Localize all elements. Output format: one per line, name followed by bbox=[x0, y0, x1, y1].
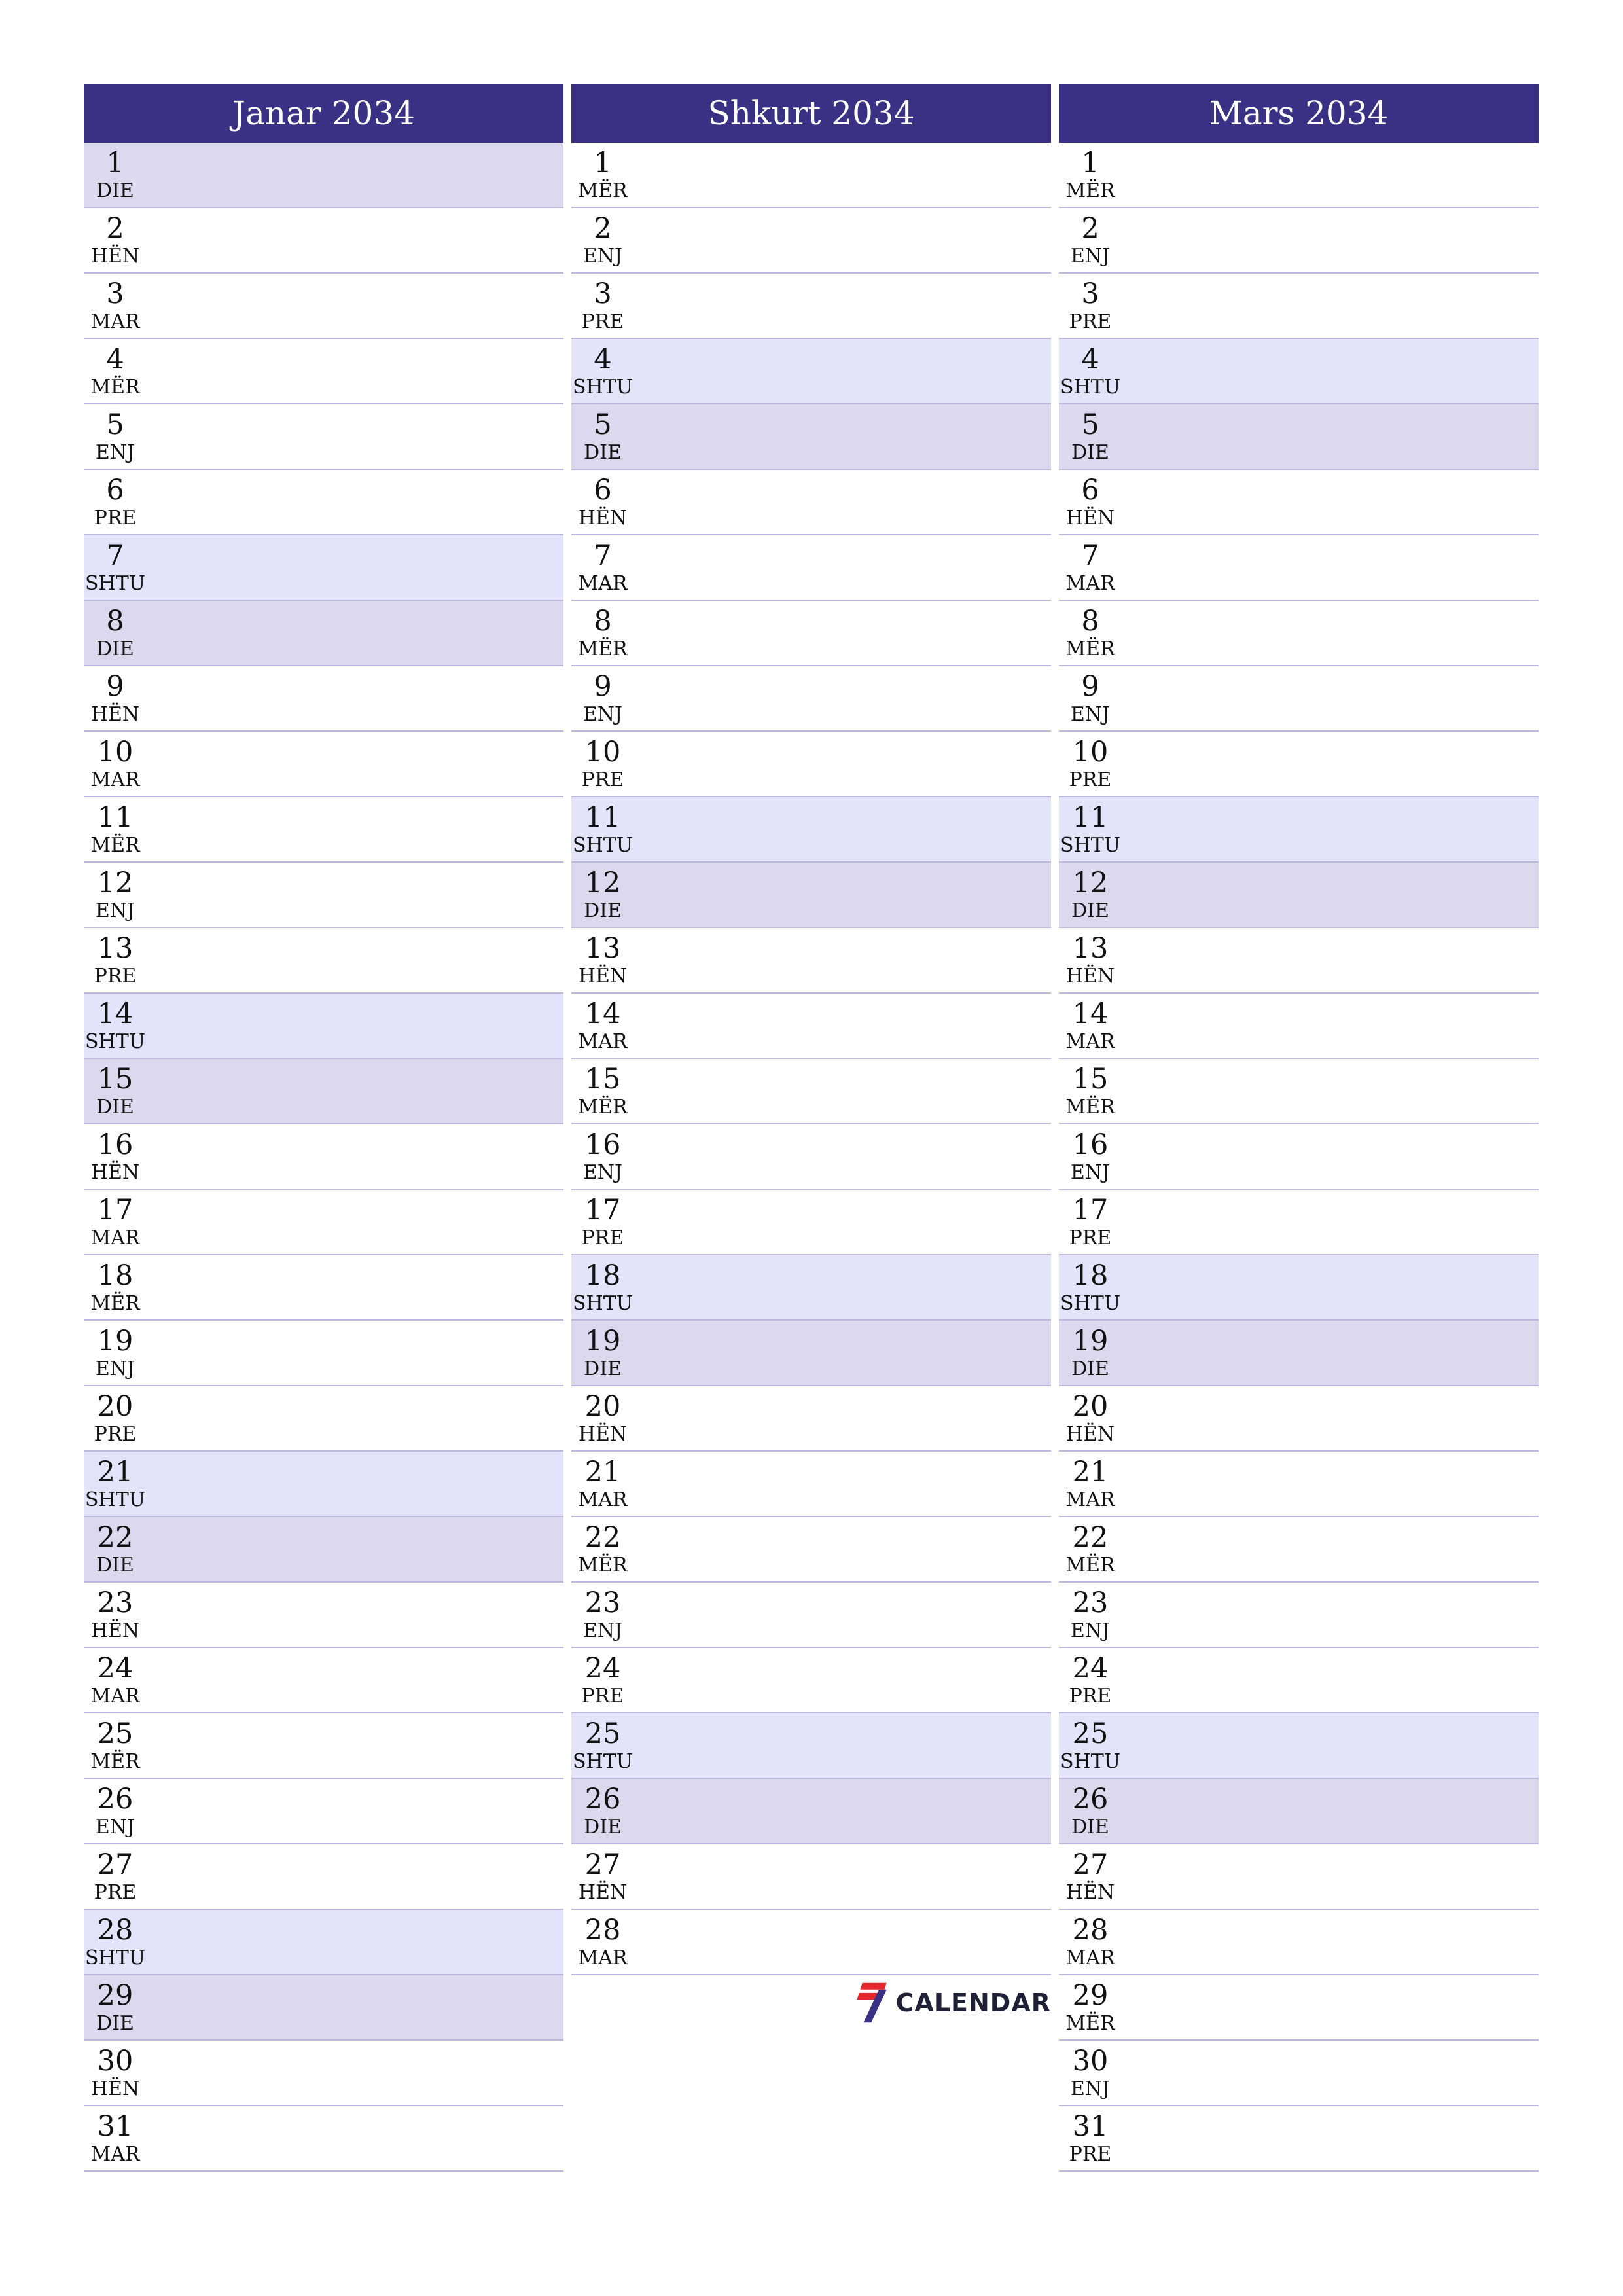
day-name: DIE bbox=[1071, 441, 1109, 464]
day-row bbox=[1059, 666, 1539, 732]
day-name: ENJ bbox=[1070, 1619, 1111, 1642]
day-number: 23 bbox=[97, 1587, 134, 1619]
day-name: DIE bbox=[584, 441, 622, 464]
day-row bbox=[571, 1255, 1051, 1321]
day-name: MAR bbox=[90, 768, 140, 791]
day-number: 9 bbox=[594, 670, 612, 703]
day-name: HËN bbox=[1065, 507, 1115, 529]
day-number: 14 bbox=[584, 997, 621, 1030]
day-number: 25 bbox=[97, 1717, 134, 1750]
day-name: PRE bbox=[1069, 768, 1112, 791]
day-number: 26 bbox=[1072, 1783, 1109, 1816]
day-number: 11 bbox=[97, 801, 134, 834]
day-name: ENJ bbox=[1070, 703, 1111, 726]
day-name: ENJ bbox=[1070, 2077, 1111, 2100]
day-number: 20 bbox=[97, 1390, 134, 1423]
day-number: 26 bbox=[584, 1783, 621, 1816]
day-row bbox=[84, 535, 563, 601]
day-number: 24 bbox=[97, 1652, 134, 1685]
day-row bbox=[571, 1844, 1051, 1910]
day-number: 19 bbox=[97, 1325, 134, 1357]
month-header: Mars 2034 bbox=[1059, 84, 1539, 143]
day-name: MËR bbox=[90, 1750, 140, 1773]
day-row bbox=[1059, 1975, 1539, 2041]
day-row bbox=[84, 274, 563, 339]
day-number: 19 bbox=[1072, 1325, 1109, 1357]
day-number: 1 bbox=[1081, 147, 1099, 179]
day-row bbox=[1059, 274, 1539, 339]
day-row bbox=[571, 1321, 1051, 1386]
day-row bbox=[1059, 928, 1539, 994]
day-row bbox=[571, 732, 1051, 797]
day-row bbox=[1059, 1844, 1539, 1910]
day-row bbox=[1059, 732, 1539, 797]
day-row bbox=[84, 666, 563, 732]
day-row bbox=[571, 1910, 1051, 1975]
day-name: HËN bbox=[90, 245, 140, 268]
brand-logo bbox=[855, 1978, 1051, 2028]
day-number: 13 bbox=[97, 932, 134, 965]
day-name: SHTU bbox=[572, 1292, 633, 1315]
day-name: MËR bbox=[1065, 637, 1115, 660]
day-name: DIE bbox=[96, 1554, 134, 1577]
day-row bbox=[571, 1386, 1051, 1452]
day-name: PRE bbox=[94, 1423, 137, 1446]
day-number: 16 bbox=[97, 1128, 134, 1161]
day-name: SHTU bbox=[572, 1750, 633, 1773]
day-name: SHTU bbox=[1060, 1750, 1120, 1773]
day-row bbox=[84, 797, 563, 863]
day-row bbox=[571, 535, 1051, 601]
day-number: 24 bbox=[1072, 1652, 1109, 1685]
day-row bbox=[1059, 1190, 1539, 1255]
day-number: 24 bbox=[584, 1652, 621, 1685]
day-name: DIE bbox=[96, 179, 134, 202]
day-number: 30 bbox=[97, 2045, 134, 2077]
day-number: 5 bbox=[106, 408, 124, 441]
day-name: ENJ bbox=[582, 703, 623, 726]
day-name: MAR bbox=[1065, 572, 1115, 595]
day-row bbox=[571, 208, 1051, 274]
day-number: 23 bbox=[1072, 1587, 1109, 1619]
day-number: 27 bbox=[1072, 1848, 1109, 1881]
day-number: 4 bbox=[594, 343, 612, 376]
month-column-january bbox=[84, 84, 563, 2172]
month-column-march bbox=[1059, 84, 1539, 2172]
day-row bbox=[1059, 1452, 1539, 1517]
day-name: PRE bbox=[1069, 310, 1112, 333]
logo-text: CALENDAR bbox=[895, 1988, 1051, 2017]
day-number: 21 bbox=[1072, 1456, 1109, 1488]
day-number: 11 bbox=[1072, 801, 1109, 834]
day-row bbox=[571, 1124, 1051, 1190]
day-number: 7 bbox=[1081, 539, 1099, 572]
day-row bbox=[571, 666, 1051, 732]
day-number: 4 bbox=[106, 343, 124, 376]
day-row bbox=[571, 470, 1051, 535]
day-row bbox=[1059, 1386, 1539, 1452]
day-row bbox=[1059, 797, 1539, 863]
day-number: 3 bbox=[106, 278, 124, 310]
day-number: 15 bbox=[1072, 1063, 1109, 1096]
day-number: 29 bbox=[1072, 1979, 1109, 2012]
day-name: SHTU bbox=[84, 572, 145, 595]
day-name: ENJ bbox=[95, 1816, 135, 1839]
day-row bbox=[84, 1321, 563, 1386]
day-name: MAR bbox=[578, 1030, 628, 1053]
day-name: PRE bbox=[581, 768, 624, 791]
day-row bbox=[1059, 1255, 1539, 1321]
day-row bbox=[571, 863, 1051, 928]
day-row bbox=[1059, 1321, 1539, 1386]
day-number: 14 bbox=[97, 997, 134, 1030]
day-row bbox=[1059, 1124, 1539, 1190]
day-number: 8 bbox=[594, 605, 612, 637]
day-row bbox=[571, 1452, 1051, 1517]
day-name: SHTU bbox=[1060, 834, 1120, 857]
day-name: PRE bbox=[1069, 1685, 1112, 1708]
day-row bbox=[1059, 994, 1539, 1059]
day-number: 16 bbox=[584, 1128, 621, 1161]
day-number: 9 bbox=[1081, 670, 1099, 703]
day-name: MAR bbox=[90, 1227, 140, 1249]
day-name: SHTU bbox=[1060, 376, 1120, 399]
day-number: 30 bbox=[1072, 2045, 1109, 2077]
day-name: HËN bbox=[90, 2077, 140, 2100]
day-name: HËN bbox=[578, 1423, 628, 1446]
day-name: MËR bbox=[1065, 2012, 1115, 2035]
day-number: 18 bbox=[97, 1259, 134, 1292]
day-number: 15 bbox=[584, 1063, 621, 1096]
day-name: HËN bbox=[578, 507, 628, 529]
day-row bbox=[571, 339, 1051, 404]
day-number: 14 bbox=[1072, 997, 1109, 1030]
day-name: MËR bbox=[578, 1554, 628, 1577]
day-name: HËN bbox=[1065, 1423, 1115, 1446]
month-header: Janar 2034 bbox=[84, 84, 563, 143]
day-number: 5 bbox=[1081, 408, 1099, 441]
day-name: ENJ bbox=[1070, 245, 1111, 268]
day-number: 3 bbox=[1081, 278, 1099, 310]
day-name: MËR bbox=[90, 834, 140, 857]
day-row bbox=[1059, 1910, 1539, 1975]
day-row bbox=[571, 928, 1051, 994]
day-name: HËN bbox=[90, 1161, 140, 1184]
day-number: 6 bbox=[1081, 474, 1099, 507]
day-number: 28 bbox=[584, 1914, 621, 1946]
day-name: ENJ bbox=[582, 245, 623, 268]
day-row bbox=[84, 1975, 563, 2041]
day-name: HËN bbox=[578, 965, 628, 988]
day-row bbox=[84, 863, 563, 928]
day-name: MAR bbox=[578, 572, 628, 595]
day-name: DIE bbox=[584, 1357, 622, 1380]
month-header: Shkurt 2034 bbox=[571, 84, 1051, 143]
day-row bbox=[1059, 339, 1539, 404]
day-number: 18 bbox=[584, 1259, 621, 1292]
day-name: DIE bbox=[96, 1096, 134, 1119]
day-name: DIE bbox=[96, 637, 134, 660]
day-row bbox=[571, 274, 1051, 339]
day-number: 21 bbox=[584, 1456, 621, 1488]
day-number: 10 bbox=[1072, 736, 1109, 768]
day-number: 29 bbox=[97, 1979, 134, 2012]
day-name: SHTU bbox=[84, 1488, 145, 1511]
day-number: 6 bbox=[594, 474, 612, 507]
day-name: DIE bbox=[1071, 1816, 1109, 1839]
day-row bbox=[1059, 470, 1539, 535]
day-row bbox=[84, 1779, 563, 1844]
day-name: MËR bbox=[1065, 1554, 1115, 1577]
day-number: 31 bbox=[97, 2110, 134, 2143]
day-row bbox=[84, 1386, 563, 1452]
day-number: 2 bbox=[594, 212, 612, 245]
day-number: 23 bbox=[584, 1587, 621, 1619]
day-name: ENJ bbox=[582, 1619, 623, 1642]
day-name: MËR bbox=[1065, 179, 1115, 202]
day-name: MËR bbox=[578, 637, 628, 660]
day-row bbox=[84, 1517, 563, 1583]
day-row bbox=[84, 1255, 563, 1321]
day-name: PRE bbox=[581, 310, 624, 333]
day-row bbox=[84, 1910, 563, 1975]
day-name: PRE bbox=[581, 1227, 624, 1249]
day-row bbox=[84, 928, 563, 994]
day-name: MËR bbox=[578, 1096, 628, 1119]
day-number: 22 bbox=[97, 1521, 134, 1554]
day-number: 13 bbox=[1072, 932, 1109, 965]
day-name: MAR bbox=[90, 310, 140, 333]
month-column-february bbox=[571, 84, 1051, 1975]
day-number: 25 bbox=[1072, 1717, 1109, 1750]
day-row bbox=[571, 1713, 1051, 1779]
day-row bbox=[84, 208, 563, 274]
day-row bbox=[84, 2041, 563, 2106]
day-row bbox=[84, 1059, 563, 1124]
day-name: PRE bbox=[94, 965, 137, 988]
day-name: ENJ bbox=[582, 1161, 623, 1184]
day-number: 12 bbox=[1072, 867, 1109, 899]
day-name: PRE bbox=[94, 1881, 137, 1904]
day-name: SHTU bbox=[84, 1030, 145, 1053]
day-row bbox=[1059, 143, 1539, 208]
day-row bbox=[571, 1779, 1051, 1844]
day-row bbox=[1059, 1583, 1539, 1648]
day-name: MAR bbox=[578, 1946, 628, 1969]
day-row bbox=[1059, 863, 1539, 928]
day-number: 22 bbox=[584, 1521, 621, 1554]
day-name: PRE bbox=[1069, 1227, 1112, 1249]
day-row bbox=[84, 404, 563, 470]
day-number: 1 bbox=[594, 147, 612, 179]
day-row bbox=[571, 797, 1051, 863]
day-row bbox=[1059, 2106, 1539, 2172]
day-number: 19 bbox=[584, 1325, 621, 1357]
day-name: SHTU bbox=[572, 834, 633, 857]
day-number: 26 bbox=[97, 1783, 134, 1816]
day-name: PRE bbox=[94, 507, 137, 529]
day-number: 20 bbox=[1072, 1390, 1109, 1423]
day-name: ENJ bbox=[95, 899, 135, 922]
day-row bbox=[84, 1583, 563, 1648]
day-name: MAR bbox=[90, 1685, 140, 1708]
day-row bbox=[571, 1583, 1051, 1648]
day-row bbox=[571, 601, 1051, 666]
day-name: ENJ bbox=[95, 441, 135, 464]
day-row bbox=[1059, 1059, 1539, 1124]
day-number: 12 bbox=[97, 867, 134, 899]
day-number: 27 bbox=[97, 1848, 134, 1881]
day-row bbox=[1059, 2041, 1539, 2106]
day-name: MËR bbox=[90, 1292, 140, 1315]
day-row bbox=[84, 1124, 563, 1190]
day-name: HËN bbox=[1065, 1881, 1115, 1904]
day-number: 13 bbox=[584, 932, 621, 965]
day-row bbox=[571, 1648, 1051, 1713]
day-row bbox=[1059, 1517, 1539, 1583]
day-name: MAR bbox=[1065, 1946, 1115, 1969]
day-number: 2 bbox=[106, 212, 124, 245]
day-row bbox=[1059, 535, 1539, 601]
day-number: 17 bbox=[1072, 1194, 1109, 1227]
day-row bbox=[84, 1844, 563, 1910]
day-list bbox=[1059, 143, 1539, 2172]
day-list bbox=[571, 143, 1051, 1975]
day-number: 20 bbox=[584, 1390, 621, 1423]
day-name: PRE bbox=[1069, 2143, 1112, 2166]
day-row bbox=[84, 2106, 563, 2172]
day-number: 2 bbox=[1081, 212, 1099, 245]
day-name: MËR bbox=[578, 179, 628, 202]
day-row bbox=[84, 1452, 563, 1517]
day-row bbox=[84, 339, 563, 404]
day-number: 3 bbox=[594, 278, 612, 310]
day-name: MAR bbox=[1065, 1030, 1115, 1053]
day-number: 18 bbox=[1072, 1259, 1109, 1292]
day-row bbox=[1059, 1648, 1539, 1713]
day-name: MËR bbox=[90, 376, 140, 399]
day-number: 8 bbox=[106, 605, 124, 637]
day-row bbox=[571, 143, 1051, 208]
day-number: 7 bbox=[594, 539, 612, 572]
day-number: 21 bbox=[97, 1456, 134, 1488]
day-number: 5 bbox=[594, 408, 612, 441]
day-name: SHTU bbox=[572, 376, 633, 399]
day-number: 1 bbox=[106, 147, 124, 179]
day-row bbox=[1059, 1779, 1539, 1844]
day-number: 9 bbox=[106, 670, 124, 703]
day-number: 11 bbox=[584, 801, 621, 834]
day-number: 27 bbox=[584, 1848, 621, 1881]
day-name: HËN bbox=[1065, 965, 1115, 988]
day-number: 17 bbox=[97, 1194, 134, 1227]
day-name: MAR bbox=[578, 1488, 628, 1511]
day-number: 28 bbox=[1072, 1914, 1109, 1946]
day-name: ENJ bbox=[1070, 1161, 1111, 1184]
day-number: 8 bbox=[1081, 605, 1099, 637]
day-name: DIE bbox=[584, 1816, 622, 1839]
day-number: 10 bbox=[584, 736, 621, 768]
day-row bbox=[571, 404, 1051, 470]
day-name: PRE bbox=[581, 1685, 624, 1708]
day-name: HËN bbox=[90, 1619, 140, 1642]
day-number: 4 bbox=[1081, 343, 1099, 376]
day-number: 31 bbox=[1072, 2110, 1109, 2143]
day-name: SHTU bbox=[1060, 1292, 1120, 1315]
day-name: DIE bbox=[96, 2012, 134, 2035]
day-row bbox=[571, 1059, 1051, 1124]
day-name: MËR bbox=[1065, 1096, 1115, 1119]
day-number: 25 bbox=[584, 1717, 621, 1750]
day-row bbox=[84, 470, 563, 535]
seven-logo-icon bbox=[855, 1978, 888, 2028]
day-row bbox=[84, 1713, 563, 1779]
day-row bbox=[84, 1648, 563, 1713]
day-name: DIE bbox=[1071, 899, 1109, 922]
day-row bbox=[84, 1190, 563, 1255]
day-name: SHTU bbox=[84, 1946, 145, 1969]
day-name: ENJ bbox=[95, 1357, 135, 1380]
day-name: DIE bbox=[584, 899, 622, 922]
day-row bbox=[1059, 404, 1539, 470]
day-row bbox=[1059, 208, 1539, 274]
day-number: 17 bbox=[584, 1194, 621, 1227]
day-row bbox=[571, 994, 1051, 1059]
day-name: MAR bbox=[1065, 1488, 1115, 1511]
day-row bbox=[1059, 601, 1539, 666]
day-name: DIE bbox=[1071, 1357, 1109, 1380]
day-list bbox=[84, 143, 563, 2172]
day-row bbox=[571, 1517, 1051, 1583]
day-row bbox=[571, 1190, 1051, 1255]
day-row bbox=[84, 732, 563, 797]
day-row bbox=[84, 994, 563, 1059]
day-name: HËN bbox=[578, 1881, 628, 1904]
day-name: MAR bbox=[90, 2143, 140, 2166]
day-number: 7 bbox=[106, 539, 124, 572]
day-row bbox=[1059, 1713, 1539, 1779]
day-row bbox=[84, 601, 563, 666]
day-number: 15 bbox=[97, 1063, 134, 1096]
day-row bbox=[84, 143, 563, 208]
day-number: 28 bbox=[97, 1914, 134, 1946]
day-number: 12 bbox=[584, 867, 621, 899]
day-number: 10 bbox=[97, 736, 134, 768]
day-number: 6 bbox=[106, 474, 124, 507]
day-number: 16 bbox=[1072, 1128, 1109, 1161]
day-name: HËN bbox=[90, 703, 140, 726]
day-number: 22 bbox=[1072, 1521, 1109, 1554]
